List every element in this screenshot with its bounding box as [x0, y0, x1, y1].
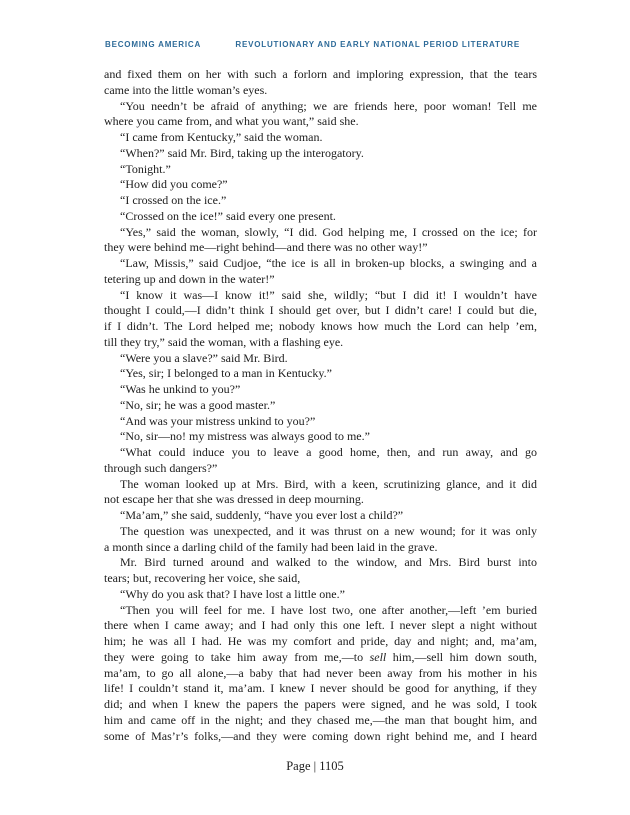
page-body-text	[104, 67, 537, 744]
text-line: “Tonight.”	[120, 161, 171, 176]
paragraph	[104, 351, 537, 367]
text-line: “No, sir; he was a good master.”	[120, 397, 276, 412]
text-line: The question was unexpected, and it was thrust on a new wound; for it was only	[120, 523, 537, 538]
text-line: “Yes,” said the woman, slowly, “I did. God helping me, I crossed on the ice; for	[120, 224, 537, 239]
text-line: life! I couldn’t stand it, ma’am. I knew I never should be good for anything, if they	[104, 681, 537, 696]
paragraph	[104, 225, 537, 257]
page-number: Page | 1105	[286, 759, 344, 773]
text-line: “Then you will feel for me. I have lost two, one after another,—left ’em buried	[120, 602, 537, 617]
paragraph	[104, 429, 537, 445]
text-line: they were behind me—right behind—and there was no other way!”	[104, 240, 428, 255]
text-line: “What could induce you to leave a good home, then, and run away, and go	[120, 445, 537, 459]
paragraph	[104, 524, 537, 556]
text-line: there when I came away; and I had only this one left. I never slept a night without	[104, 618, 537, 633]
text-line: some of Mas’r’s folks,—and they were coming down right behind me, and I heard	[104, 728, 537, 743]
text-line: “Why do you ask that? I have lost a little one.”	[120, 586, 345, 601]
paragraph	[104, 508, 537, 524]
text-line: tetering up and down in the water!”	[104, 271, 275, 286]
paragraph	[104, 477, 537, 509]
text-line: “Crossed on the ice!” said every one present.	[120, 208, 336, 223]
header-book-title: BECOMING AMERICA	[105, 40, 202, 49]
paragraph	[104, 366, 537, 382]
text-line: thought I could,—I didn’t think I should get over, but I didn’t care! I could but die,	[104, 303, 537, 318]
text-line: “When?” said Mr. Bird, taking up the interogatory.	[120, 145, 364, 160]
text-line: came into the little woman’s eyes.	[104, 82, 268, 97]
paragraph	[104, 256, 537, 288]
text-line: “And was your mistress unkind to you?”	[120, 413, 316, 428]
header-section-title: REVOLUTIONARY AND EARLY NATIONAL PERIOD LITERATURE	[235, 40, 520, 49]
paragraph	[104, 555, 537, 587]
paragraph	[104, 398, 537, 414]
paragraph	[104, 587, 537, 603]
paragraph	[104, 99, 537, 131]
text-line: “I know it was—I know it!” said she, wildly; “but I did it! I wouldn’t have	[120, 287, 537, 302]
text-line: if I didn’t. The Lord helped me; nobody knows how much the Lord can help ’em,	[104, 319, 537, 333]
text-line: not escape her that she was dressed in deep mourning.	[104, 492, 364, 507]
text-line: “You needn’t be afraid of anything; we are friends here, poor woman! Tell me	[120, 98, 537, 113]
page-footer	[0, 759, 630, 774]
text-line: and fixed them on her with such a forlorn and imploring expression, that the tears	[104, 67, 537, 81]
paragraph	[104, 414, 537, 430]
paragraph	[104, 146, 537, 162]
paragraph	[104, 382, 537, 398]
text-line: “Law, Missis,” said Cudjoe, “the ice is all in broken-up blocks, a swinging and a	[120, 256, 537, 270]
paragraph	[104, 209, 537, 225]
paragraph	[104, 130, 537, 146]
paragraph	[104, 162, 537, 178]
text-line: they were going to take him away from me,—to sell him,—sell him down south,	[104, 649, 538, 664]
text-line: him; he was all I had. He was my comfort and pride, day and night; and, ma’am,	[104, 634, 537, 648]
text-line: did; and when I knew the papers the papers were signed, and he was sold, I took	[104, 697, 537, 711]
text-line: “Was he unkind to you?”	[120, 382, 241, 396]
text-line: till they try,” said the woman, with a flashing eye.	[104, 334, 344, 349]
page-header	[105, 40, 520, 49]
text-line: through such dangers?”	[104, 460, 218, 475]
paragraph	[104, 288, 537, 351]
text-line: ma’am, to go all alone,—a baby that had never been away from his mother in his	[104, 665, 537, 680]
paragraph	[104, 193, 537, 209]
paragraph	[104, 177, 537, 193]
text-line: him and came off in the night; and they chased me,—the man that bought him, and	[104, 712, 537, 727]
text-line: “I crossed on the ice.”	[120, 193, 227, 207]
text-line: tears; but, recovering her voice, she said,	[104, 571, 301, 585]
text-line: “Ma’am,” she said, suddenly, “have you ever lost a child?”	[120, 508, 404, 522]
paragraph	[104, 67, 537, 99]
text-line: Mr. Bird turned around and walked to the window, and Mrs. Bird burst into	[120, 555, 537, 570]
text-line: “I came from Kentucky,” said the woman.	[120, 130, 323, 144]
text-line: “Yes, sir; I belonged to a man in Kentucky.”	[120, 366, 332, 381]
text-line: where you came from, and what you want,” said she.	[104, 114, 359, 129]
text-line: “Were you a slave?” said Mr. Bird.	[120, 350, 288, 365]
text-line: “How did you come?”	[120, 177, 228, 192]
paragraph	[104, 603, 537, 745]
text-line: The woman looked up at Mrs. Bird, with a keen, scrutinizing glance, and it did	[120, 476, 537, 491]
paragraph	[104, 445, 537, 477]
text-line: a month since a darling child of the family had been laid in the grave.	[104, 539, 438, 554]
text-line: “No, sir—no! my mistress was always good to me.”	[120, 429, 370, 444]
